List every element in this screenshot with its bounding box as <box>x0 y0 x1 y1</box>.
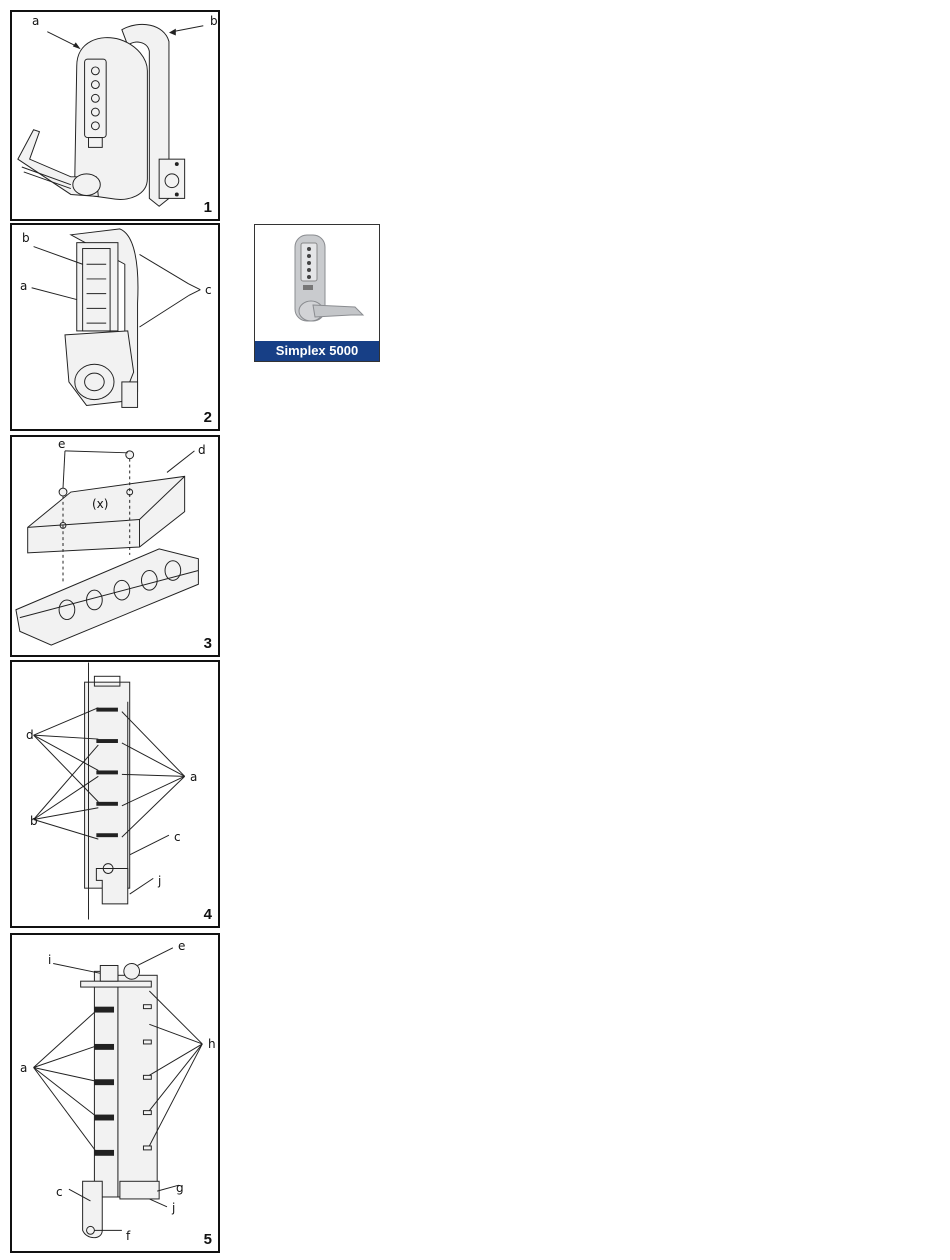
product-thumbnail <box>254 224 380 362</box>
product-caption: Simplex 5000 <box>255 341 379 361</box>
label-a: a <box>32 14 40 28</box>
figure-panel-1 <box>10 10 220 221</box>
product-photo <box>255 225 379 341</box>
label-j: j <box>172 1201 176 1215</box>
panel-number: 2 <box>203 409 212 426</box>
label-a: a <box>20 1061 28 1075</box>
panel-number: 3 <box>203 635 212 652</box>
lock-assembly-drawing <box>12 12 218 219</box>
cover-exploded-drawing <box>12 437 218 655</box>
panel-number: 1 <box>203 199 212 216</box>
figure-panel-5 <box>10 933 220 1253</box>
label-j: j <box>158 874 162 888</box>
label-c: c <box>205 283 212 297</box>
label-x: (x) <box>92 497 109 511</box>
label-d: d <box>26 728 34 742</box>
label-c: c <box>56 1185 63 1199</box>
label-h: h <box>208 1037 216 1051</box>
label-e: e <box>58 437 66 451</box>
figure-panel-2 <box>10 223 220 431</box>
figure-panel-4 <box>10 660 220 928</box>
label-b: b <box>22 231 30 245</box>
label-b: b <box>30 814 38 828</box>
label-c: c <box>174 830 181 844</box>
panel-number: 4 <box>203 906 212 923</box>
panel-number: 5 <box>203 1231 212 1248</box>
combination-chamber-side-drawing <box>12 662 218 926</box>
open-housing-drawing <box>12 225 218 429</box>
label-a: a <box>190 770 198 784</box>
label-g: g <box>176 1181 184 1195</box>
label-a: a <box>20 279 28 293</box>
label-b: b <box>210 14 218 28</box>
label-d: d <box>198 443 206 457</box>
label-f: f <box>126 1229 131 1243</box>
label-i: i <box>48 953 52 967</box>
combination-chamber-detail-drawing <box>12 935 218 1251</box>
label-e: e <box>178 939 186 953</box>
figure-panel-3 <box>10 435 220 657</box>
